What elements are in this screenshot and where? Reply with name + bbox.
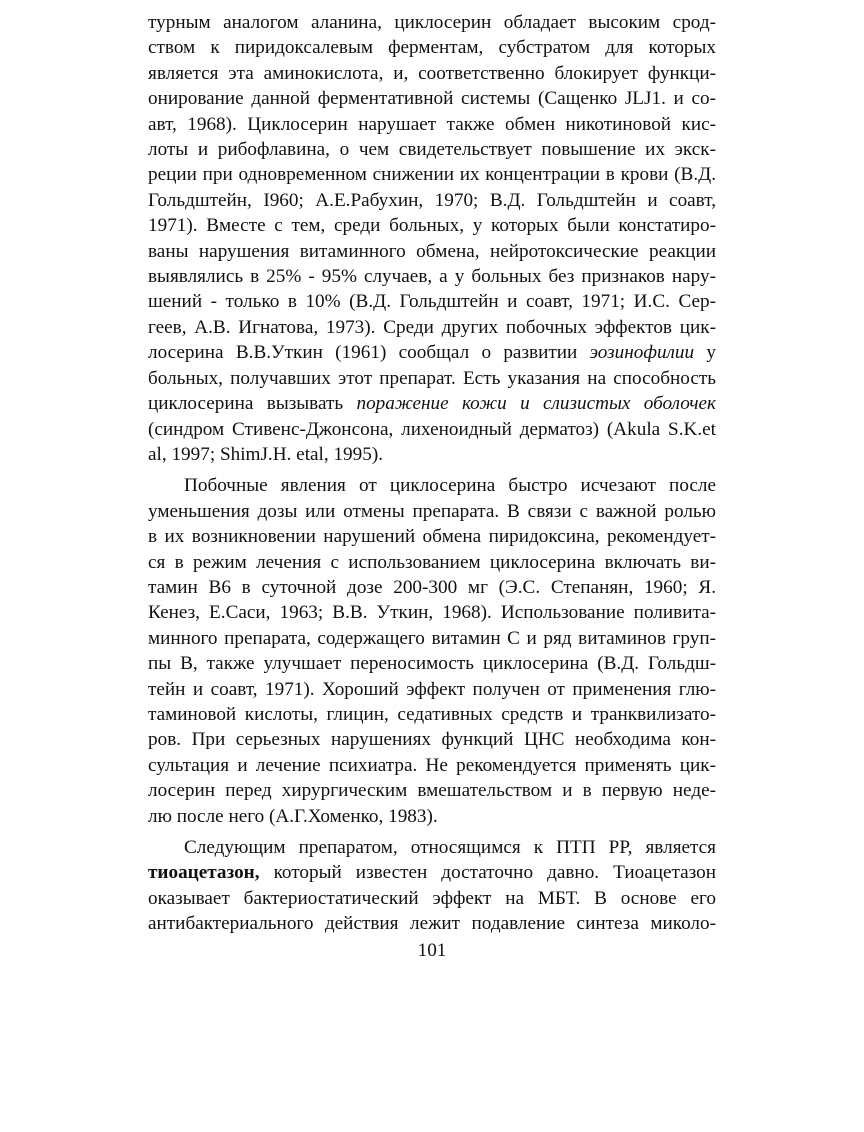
text-line — [148, 340, 716, 365]
text-segment: Побочные явления от циклосерина быстро исчезают после — [184, 475, 716, 497]
paragraph — [148, 10, 716, 467]
text-line — [148, 315, 716, 340]
text-segment: ваны нарушения витаминного обмена, нейротоксические реакции — [148, 240, 716, 262]
text-line — [148, 524, 716, 549]
text-segment: является эта аминокислота, и, соответственно блокирует функци- — [148, 62, 716, 84]
text-segment: таминовой кислоты, глицин, седативных средств и транквилизато- — [148, 703, 716, 725]
text-segment: ством к пиридоксалевым ферментам, субстратом для которых — [148, 37, 716, 59]
text-segment: пы В, также улучшает переносимость циклосерина (В.Д. Гольдш- — [148, 653, 716, 675]
text-line — [148, 61, 716, 86]
text-line — [148, 835, 716, 860]
text-line — [148, 391, 716, 416]
text-segment: шений - только в 10% (В.Д. Гольдштейн и соавт, 1971; И.С. Сер- — [148, 291, 716, 313]
text-segment: выявлялись в 25% - 95% случаев, а у больных без признаков нару- — [148, 266, 716, 288]
text-line — [148, 417, 716, 442]
paragraph — [148, 473, 716, 829]
text-segment: (синдром Стивенс-Джонсона, лихеноидный дерматоз) (Akula S.K.et — [148, 418, 716, 440]
text-segment: 1971). Вместе с тем, среди больных, у которых были констатиро- — [148, 215, 716, 237]
document-page — [148, 10, 716, 937]
text-line — [148, 366, 716, 391]
body-text — [148, 10, 716, 937]
text-line — [148, 499, 716, 524]
text-segment: минного препарата, содержащего витамин С и ряд витаминов груп- — [148, 627, 716, 649]
text-line — [148, 677, 716, 702]
text-segment: больных, получавших этот препарат. Есть указания на способность — [148, 367, 716, 389]
text-line — [148, 239, 716, 264]
text-segment: ся в режим лечения с использованием циклосерина включать ви- — [148, 551, 716, 573]
text-line — [148, 473, 716, 498]
text-segment: лоты и рибофлавина, о чем свидетельствует повышение их экск- — [148, 139, 716, 161]
text-line — [148, 162, 716, 187]
text-line — [148, 804, 716, 829]
bold-term: тиоацетазон, — [148, 862, 260, 884]
text-line — [148, 112, 716, 137]
text-line — [148, 651, 716, 676]
text-line — [148, 213, 716, 238]
italic-term: поражение кожи и слизистых оболочек — [356, 393, 716, 415]
text-line — [148, 442, 716, 467]
text-line — [148, 86, 716, 111]
text-segment: сультация и лечение психиатра. Не рекомендуется применять цик- — [148, 754, 716, 776]
text-segment: ров. При серьезных нарушениях функций ЦНС необходима кон- — [148, 729, 716, 751]
text-line — [148, 137, 716, 162]
text-line — [148, 886, 716, 911]
italic-term: эозинофилии — [589, 342, 695, 364]
text-segment: Следующим препаратом, относящимся к ПТП РР, является — [184, 837, 716, 858]
text-line — [148, 10, 716, 35]
text-segment: лю после него (А.Г.Хоменко, 1983). — [148, 805, 438, 827]
text-segment: тейн и соавт, 1971). Хороший эффект получен от применения глю- — [148, 678, 716, 700]
text-line — [148, 911, 716, 936]
text-line — [148, 702, 716, 727]
text-segment: тамин В6 в суточной дозе 200-300 мг (Э.С. Степанян, 1960; Я. — [148, 576, 716, 598]
text-line — [148, 626, 716, 651]
text-line — [148, 188, 716, 213]
text-segment: циклосерина вызывать — [148, 393, 357, 415]
text-segment: авт, 1968). Циклосерин нарушает также обмен никотиновой кис- — [148, 113, 716, 135]
text-line — [148, 727, 716, 752]
text-segment: турным аналогом аланина, циклосерин обладает высоким срод- — [148, 12, 716, 33]
text-segment: лосерина В.В.Уткин (1961) сообщал о развитии — [148, 342, 590, 364]
text-line — [148, 753, 716, 778]
text-segment: антибактериального действия лежит подавление синтеза миколо- — [148, 913, 716, 935]
paragraph — [148, 835, 716, 937]
text-segment: уменьшения дозы или отмены препарата. В связи с важной ролью — [148, 500, 716, 522]
text-segment: Кенез, Е.Саси, 1963; В.В. Уткин, 1968). Использование поливита- — [148, 602, 716, 624]
page-number: 101 — [417, 940, 447, 961]
text-line — [148, 35, 716, 60]
text-line — [148, 550, 716, 575]
text-segment: онирование данной ферментативной системы (Сащенко JLJ1. и со- — [148, 88, 716, 110]
text-segment: в их возникновении нарушений обмена пиридоксина, рекомендует- — [148, 526, 716, 548]
text-segment: оказывает бактериостатический эффект на МБТ. В основе его — [148, 887, 716, 909]
text-line — [148, 575, 716, 600]
text-line — [148, 600, 716, 625]
text-segment: геев, А.В. Игнатова, 1973). Среди других побочных эффектов цик- — [148, 316, 716, 338]
text-segment: реции при одновременном снижении их концентрации в крови (В.Д. — [148, 164, 716, 186]
text-segment: лосерин перед хирургическим вмешательством и в первую неде- — [148, 780, 716, 802]
text-segment: Гольдштейн, I960; А.Е.Рабухин, 1970; В.Д. Гольдштейн и соавт, — [148, 189, 716, 211]
text-segment: у — [694, 342, 716, 364]
text-line — [148, 860, 716, 885]
text-line — [148, 778, 716, 803]
text-line — [148, 264, 716, 289]
text-segment: al, 1997; ShimJ.H. etal, 1995). — [148, 443, 384, 465]
text-segment: который известен достаточно давно. Тиоацетазон — [259, 862, 716, 884]
text-line — [148, 289, 716, 314]
